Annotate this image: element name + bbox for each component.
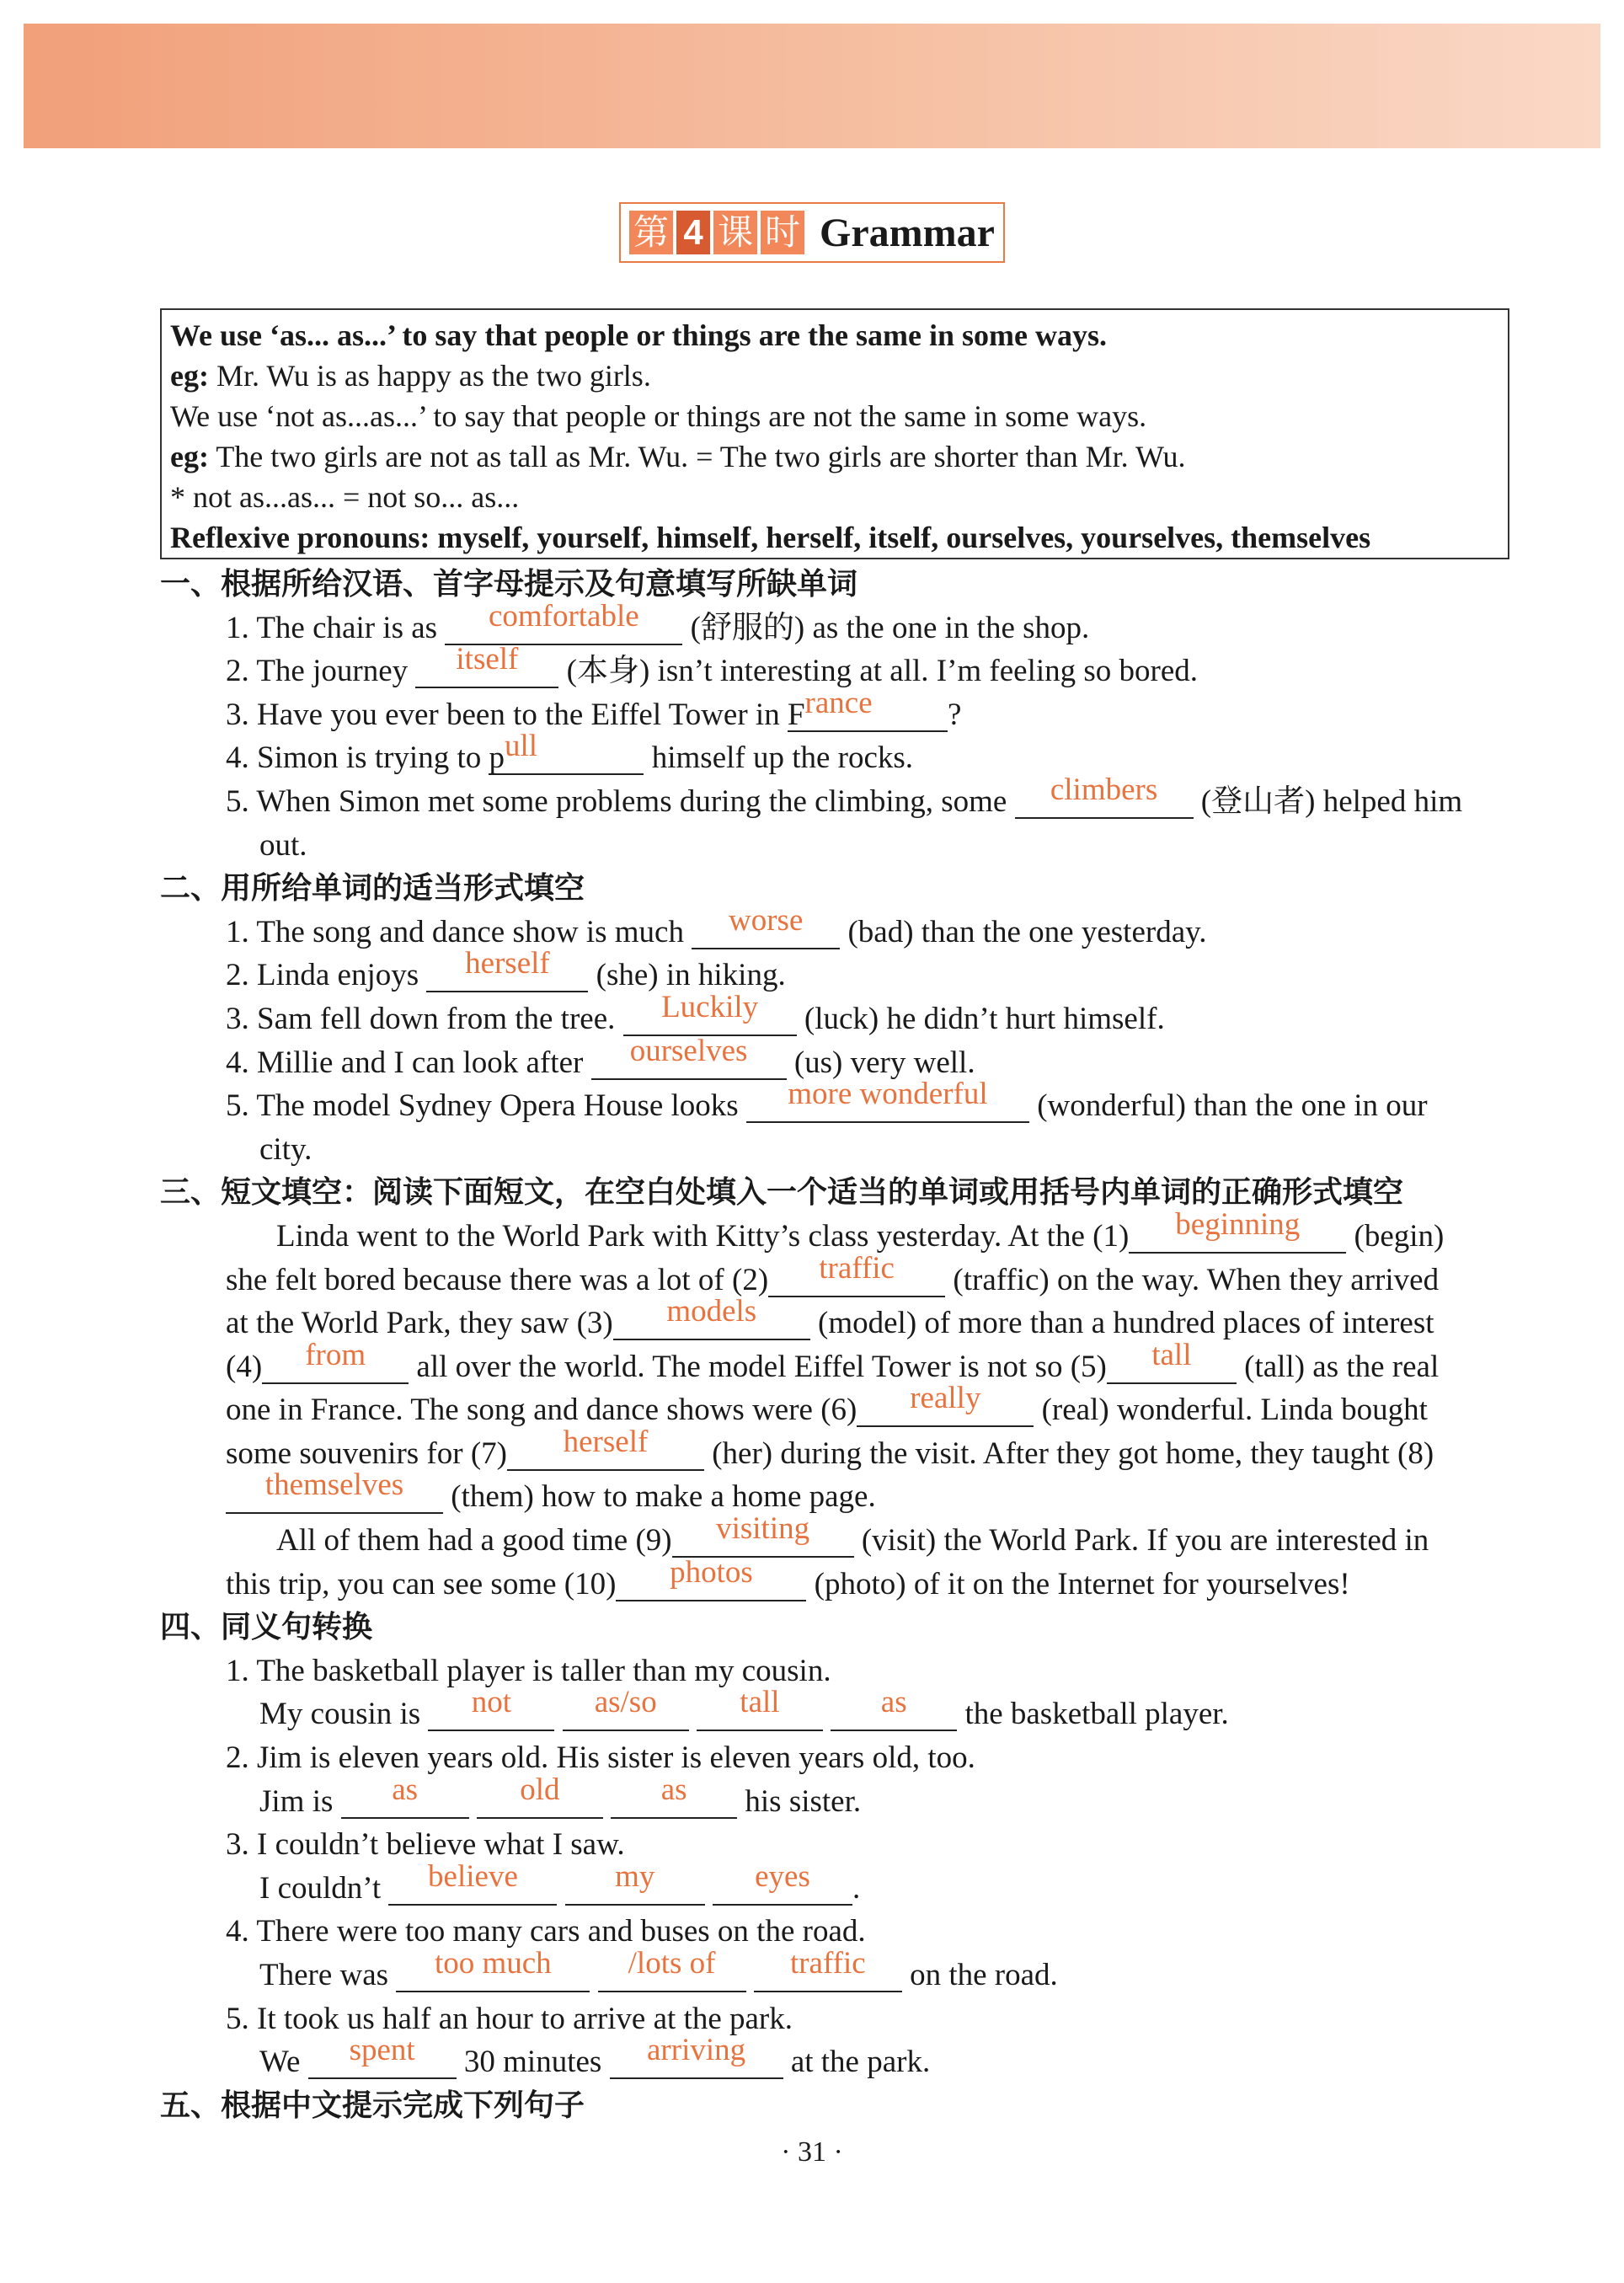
question-line: [160, 598, 1514, 650]
question-line: [160, 729, 1514, 780]
answer-text: eyes: [755, 1858, 810, 1894]
answer-text: as: [880, 1685, 907, 1720]
question-line: [160, 902, 1514, 954]
question-text: .: [852, 1870, 861, 1906]
answer-text: rance: [804, 685, 873, 720]
answer-text: photos: [670, 1554, 753, 1590]
passage-line: [160, 1337, 1514, 1389]
question-text: 30 minutes: [456, 2045, 610, 2080]
original-sentence: 2. Jim is eleven years old. His sister is eleven years old, too.: [226, 1740, 975, 1776]
question-line: [160, 685, 1514, 737]
question-text: Jim is: [259, 1783, 341, 1819]
answer-blank[interactable]: [426, 946, 588, 992]
question-text: on the road.: [901, 1958, 1058, 1992]
passage-text: (model) of more than a hundred places of interest: [809, 1306, 1434, 1341]
question-continuation: city.: [259, 1131, 313, 1167]
question-text: We: [259, 2045, 308, 2080]
eg-label: eg:: [170, 359, 209, 393]
answer-text: comfortable: [488, 598, 639, 634]
question-text: ?: [947, 697, 962, 732]
passage-text: at the World Park, they saw (3): [226, 1306, 613, 1341]
answer-blank[interactable]: [611, 1772, 737, 1819]
passage-text: (tall) as the real: [1236, 1349, 1440, 1384]
answer-blank[interactable]: [341, 1772, 469, 1819]
passage-text: (her) during the visit. After they got home, they taught (8): [703, 1436, 1434, 1471]
question-line: [160, 946, 1514, 997]
answer-text: as/so: [594, 1685, 657, 1720]
passage-line: [160, 1250, 1514, 1302]
question-text: at the park.: [783, 2045, 931, 2080]
question-text: (wonderful) than the one in our: [1028, 1088, 1428, 1124]
answer-blank[interactable]: [610, 2033, 783, 2079]
answer-blank[interactable]: [507, 1424, 704, 1471]
answer-text: my: [615, 1858, 655, 1894]
answer-text: worse: [729, 902, 804, 938]
answer-blank[interactable]: [623, 989, 797, 1036]
question-text: his sister.: [737, 1783, 862, 1819]
eg-label: eg:: [170, 440, 209, 473]
answer-text: not: [471, 1685, 512, 1720]
question-text: (本身) isn’t interesting at all. I’m feeling so bored.: [558, 654, 1199, 689]
question-text: (登山者) helped him: [1193, 783, 1463, 819]
grammar-rule-box: [160, 308, 1509, 559]
question-text: (us) very well.: [786, 1045, 975, 1080]
question-text: (舒服的) as the one in the shop.: [682, 610, 1090, 645]
answer-blank[interactable]: [388, 1858, 557, 1906]
answer-text: believe: [428, 1858, 518, 1894]
answer-text: climbers: [1050, 772, 1158, 807]
original-sentence: 3. I couldn’t believe what I saw.: [226, 1827, 625, 1863]
question-text: My cousin is: [259, 1697, 429, 1732]
question-text: 4. Simon is trying to: [226, 741, 489, 776]
reflexive-list: myself, yourself, himself, herself, itself, ourselves, yourselves, themselves: [430, 521, 1371, 554]
question-text: I couldn’t: [259, 1870, 389, 1906]
passage-text: all over the world. The model Eiffel Tower is not so (5): [409, 1349, 1107, 1384]
passage-text: (them) how to make a home page.: [443, 1479, 876, 1515]
answer-blank[interactable]: [831, 1685, 957, 1731]
header-banner: [24, 24, 1600, 148]
original-sentence: 5. It took us half an hour to arrive at the park.: [226, 2001, 793, 2036]
initial-letter: F: [787, 697, 805, 732]
answer-blank[interactable]: [598, 1946, 746, 1992]
example-1: Mr. Wu is as happy as the two girls.: [208, 359, 651, 393]
answer-blank[interactable]: [697, 1685, 823, 1731]
answer-text: ull: [504, 729, 538, 764]
passage-text: (photo) of it on the Internet for yourselves!: [806, 1566, 1350, 1601]
answer-text: herself: [465, 946, 550, 981]
rewrite-line: [160, 1858, 1514, 1911]
answer-blank[interactable]: [262, 1337, 409, 1384]
passage-line: [160, 1381, 1514, 1432]
title-char: 时: [761, 211, 804, 254]
lesson-title: [0, 202, 1624, 263]
rewrite-line: [160, 2033, 1514, 2084]
question-text: 2. The journey: [226, 654, 416, 689]
answer-blank[interactable]: [613, 1294, 810, 1340]
answer-text: as: [392, 1772, 419, 1807]
answer-blank[interactable]: [1015, 772, 1194, 819]
answer-text: too much: [434, 1946, 552, 1981]
rewrite-line: [160, 1685, 1514, 1736]
answer-blank[interactable]: [713, 1858, 852, 1906]
answer-blank[interactable]: [1107, 1337, 1237, 1384]
original-sentence: 1. The basketball player is taller than my cousin.: [226, 1653, 831, 1688]
answer-text: themselves: [264, 1468, 404, 1503]
title-text: Grammar: [820, 210, 995, 255]
answer-text: traffic: [819, 1250, 895, 1286]
passage-text: All of them had a good time (9): [276, 1523, 672, 1559]
question-text: 3. Have you ever been to the Eiffel Tower in: [226, 697, 788, 732]
passage-line: [160, 1468, 1514, 1519]
rule-1: We use ‘as... as...’ to say that people or things are the same in some ways.: [170, 318, 1107, 352]
answer-text: visiting: [716, 1511, 810, 1547]
rewrite-line: [160, 1946, 1514, 1997]
question-text: 1. The song and dance show is much: [226, 914, 692, 949]
answer-blank[interactable]: [746, 1077, 1029, 1123]
question-text: 5. The model Sydney Opera House looks: [226, 1088, 746, 1124]
exercise-content: [160, 563, 1514, 2127]
answer-text: /lots of: [628, 1946, 716, 1981]
passage-text: some souvenirs for (7): [226, 1436, 507, 1471]
question-text: 2. Linda enjoys: [226, 958, 427, 993]
answer-text: tall: [740, 1685, 780, 1720]
rule-2: We use ‘not as...as...’ to say that people or things are not the same in some ways.: [170, 399, 1147, 433]
question-text: 5. When Simon met some problems during the climbing, some: [226, 783, 1015, 819]
question-text: (bad) than the one yesterday.: [840, 914, 1207, 949]
question-text: 4. Millie and I can look after: [226, 1045, 591, 1080]
section-heading: 四、同义句转换: [160, 1610, 373, 1645]
title-char: 4: [676, 211, 710, 254]
question-text: himself up the rocks.: [644, 741, 914, 776]
question-text: (she) in hiking.: [588, 958, 786, 993]
answer-blank[interactable]: [857, 1381, 1034, 1427]
passage-line: [160, 1511, 1514, 1563]
answer-blank[interactable]: [1129, 1206, 1346, 1254]
answer-text: from: [305, 1337, 366, 1372]
section-heading: 二、用所给单词的适当形式填空: [160, 871, 585, 906]
question-continuation: out.: [259, 827, 307, 863]
passage-text: she felt bored because there was a lot of (2): [226, 1262, 769, 1297]
answer-blank[interactable]: [308, 2033, 457, 2079]
answer-blank[interactable]: [591, 1033, 787, 1080]
answer-text: herself: [563, 1424, 649, 1459]
question-text: 3. Sam fell down from the tree.: [226, 1001, 623, 1036]
answer-text: old: [520, 1772, 560, 1807]
answer-blank[interactable]: [565, 1858, 705, 1906]
answer-text: traffic: [789, 1946, 866, 1981]
answer-blank[interactable]: [787, 685, 948, 732]
question-line: [160, 772, 1514, 824]
question-line: [160, 989, 1514, 1041]
passage-line: [160, 1554, 1514, 1607]
answer-blank[interactable]: [489, 729, 644, 776]
section-heading: 三、短文填空：阅读下面短文，在空白处填入一个适当的单词或用括号内单词的正确形式填空: [160, 1175, 1404, 1211]
answer-text: tall: [1151, 1337, 1192, 1372]
answer-blank[interactable]: [428, 1685, 554, 1731]
original-sentence: 4. There were too many cars and buses on the road.: [226, 1914, 866, 1949]
answer-text: ourselves: [629, 1033, 748, 1068]
answer-text: itself: [456, 642, 519, 677]
question-text: the basketball player.: [957, 1697, 1229, 1732]
answer-blank[interactable]: [445, 598, 682, 645]
initial-letter: p: [489, 741, 505, 776]
answer-blank[interactable]: [692, 902, 840, 949]
answer-text: more wonderful: [788, 1077, 988, 1112]
answer-blank[interactable]: [754, 1946, 902, 1992]
passage-text: (traffic) on the way. When they arrived: [945, 1262, 1440, 1297]
answer-blank[interactable]: [477, 1772, 603, 1819]
answer-blank[interactable]: [672, 1511, 854, 1558]
answer-text: really: [910, 1381, 981, 1416]
passage-text: (begin): [1346, 1218, 1445, 1254]
answer-blank[interactable]: [226, 1468, 443, 1514]
question-text: (luck) he didn’t hurt himself.: [796, 1001, 1165, 1036]
page-number: · 31 ·: [781, 2136, 843, 2168]
question-text: There was: [259, 1958, 397, 1992]
answer-text: Luckily: [661, 989, 759, 1024]
question-line: [160, 1077, 1514, 1128]
passage-text: (real) wonderful. Linda bought: [1034, 1393, 1428, 1428]
section-heading: 五、根据中文提示完成下列句子: [160, 2088, 585, 2123]
section-heading: 一、根据所给汉语、首字母提示及句意填写所缺单词: [160, 567, 858, 601]
example-2: The two girls are not as tall as Mr. Wu. = The two girls are shorter than Mr. Wu.: [208, 440, 1186, 473]
answer-text: arriving: [647, 2033, 746, 2068]
answer-blank[interactable]: [396, 1946, 590, 1992]
answer-blank[interactable]: [768, 1250, 945, 1297]
passage-text: Linda went to the World Park with Kitty’s class yesterday. At the (1): [276, 1218, 1130, 1254]
passage-text: (visit) the World Park. If you are interested in: [853, 1523, 1429, 1559]
answer-blank[interactable]: [415, 642, 558, 688]
reflexive-label: Reflexive pronouns:: [170, 521, 430, 554]
passage-text: this trip, you can see some (10): [226, 1566, 617, 1601]
answer-text: as: [660, 1772, 687, 1807]
answer-text: models: [666, 1294, 757, 1329]
answer-text: spent: [349, 2033, 415, 2068]
answer-blank[interactable]: [563, 1685, 689, 1731]
answer-blank[interactable]: [616, 1554, 806, 1601]
question-text: 1. The chair is as: [226, 610, 446, 645]
answer-text: beginning: [1175, 1206, 1301, 1242]
passage-text: (4): [226, 1349, 263, 1384]
rewrite-line: [160, 1772, 1514, 1824]
title-char: 第: [629, 211, 673, 254]
title-char: 课: [713, 211, 757, 254]
rule-3: * not as...as... = not so... as...: [170, 480, 520, 514]
passage-text: one in France. The song and dance shows were (6): [226, 1393, 857, 1428]
